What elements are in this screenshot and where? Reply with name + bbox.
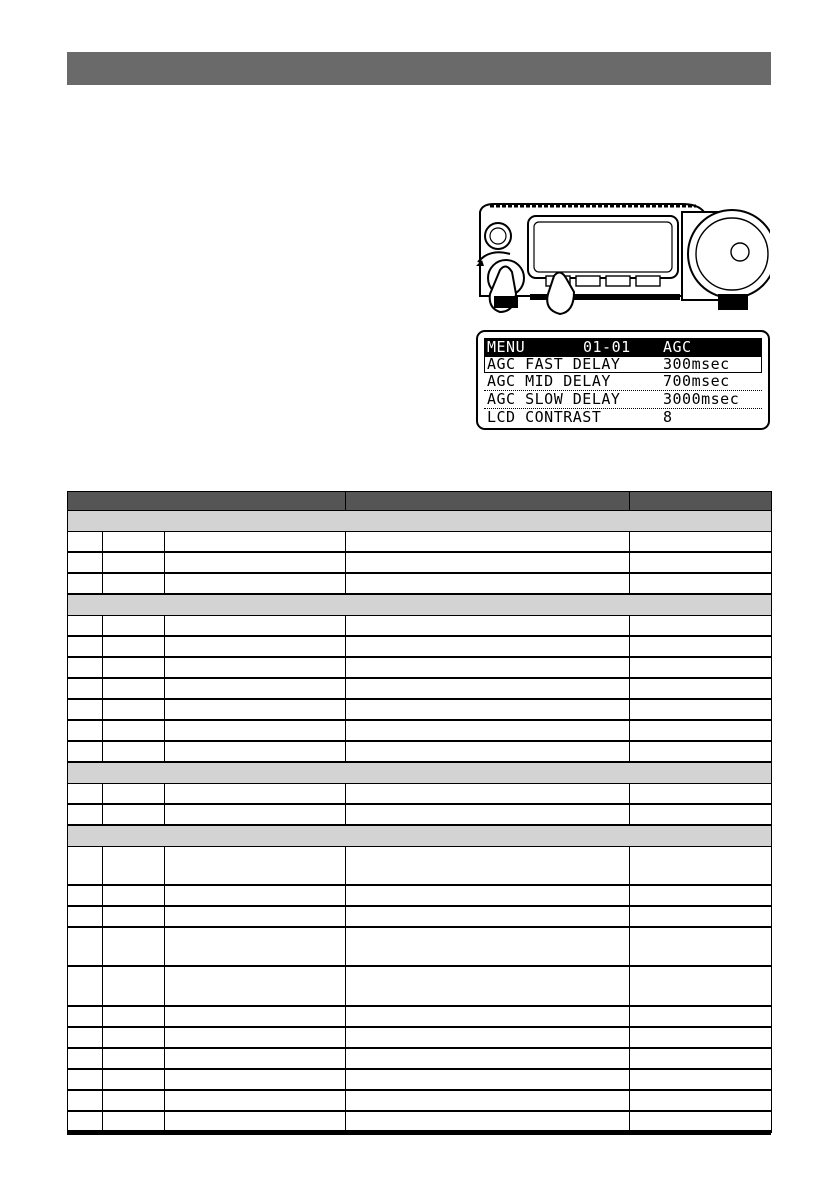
table-row: [68, 906, 772, 927]
table-group-row: [68, 762, 772, 784]
table-row: [68, 678, 772, 699]
lcd-row-value: 3000msec: [663, 390, 740, 408]
table-group-row: [68, 825, 772, 847]
lcd-title-bar: [484, 338, 762, 356]
lcd-title-code: 01-01: [583, 338, 631, 356]
table-row: [68, 720, 772, 741]
lcd-row-name: AGC MID DELAY: [487, 372, 611, 390]
table-row: [68, 552, 772, 573]
table-row: [68, 1111, 772, 1132]
table-row: [68, 966, 772, 1006]
table-row: [68, 573, 772, 594]
table-row: [68, 885, 772, 906]
table-row: [68, 1027, 772, 1048]
menu-table: [67, 491, 772, 1133]
lcd-title-label: MENU: [487, 338, 526, 356]
table-row: [68, 1090, 772, 1111]
table-row: [68, 927, 772, 966]
lcd-menu-row: [484, 391, 762, 409]
table-header-row: [68, 492, 772, 511]
table-row: [68, 532, 772, 553]
table-row: [68, 636, 772, 657]
table-row: [68, 741, 772, 762]
table-row: [68, 1069, 772, 1090]
table-row: [68, 784, 772, 805]
lcd-menu-row: [484, 409, 762, 426]
lcd-row-name: AGC FAST DELAY: [487, 355, 621, 373]
table-row: [68, 699, 772, 720]
table-row: [68, 616, 772, 637]
table-group-row: [68, 594, 772, 616]
radio-illustration: [470, 196, 770, 326]
lcd-menu-row: [484, 356, 762, 373]
lcd-menu-row: [484, 373, 762, 391]
table-row: [68, 1048, 772, 1069]
table-row: [68, 657, 772, 678]
table-row: [68, 804, 772, 825]
table-row: [68, 1006, 772, 1027]
lcd-row-value: 8: [663, 408, 673, 426]
table-group-row: [68, 511, 772, 532]
table-row: [68, 847, 772, 886]
lcd-title-group: AGC: [663, 338, 692, 356]
footer-rule: [67, 1130, 771, 1135]
lcd-row-value: 300msec: [663, 355, 730, 373]
lcd-menu-display: [476, 330, 770, 430]
lcd-row-name: AGC SLOW DELAY: [487, 390, 621, 408]
lcd-row-value: 700msec: [663, 372, 730, 390]
section-header-bar: [67, 52, 771, 85]
lcd-row-name: LCD CONTRAST: [487, 408, 602, 426]
